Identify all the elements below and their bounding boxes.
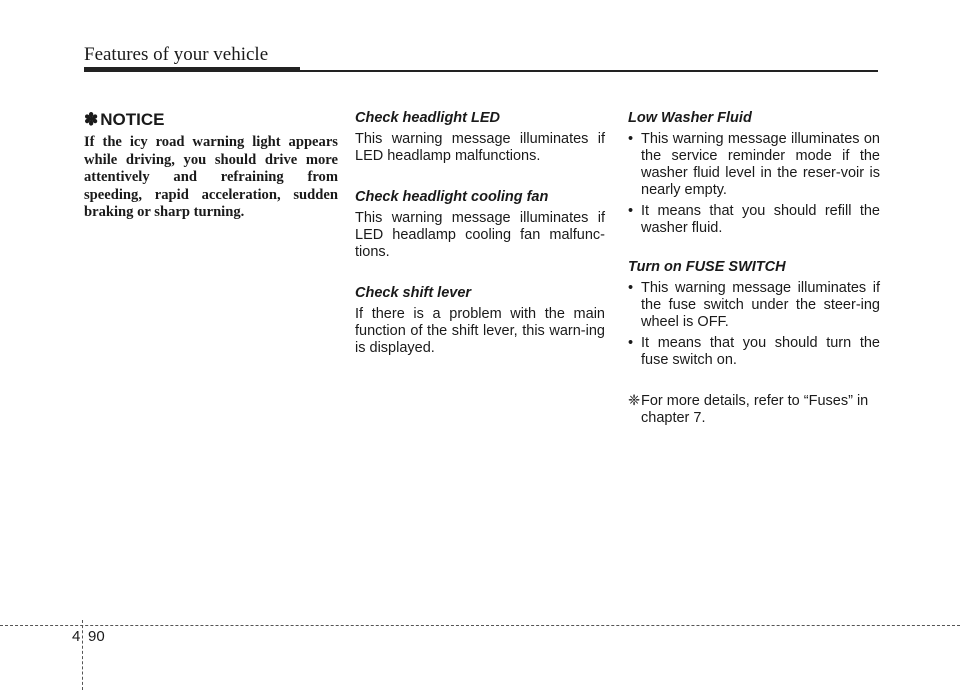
list-item: • It means that you should turn the fuse switch on. xyxy=(628,335,880,368)
right-column xyxy=(628,110,880,427)
bullet-icon: • xyxy=(628,335,634,351)
notice-heading xyxy=(84,110,338,130)
section-low-washer-fluid xyxy=(628,110,880,237)
section-check-headlight-cooling-fan xyxy=(355,189,605,261)
notice-body: If the icy road warning light appears while driving, you should drive more attentively and refraining from speeding, rapid acceleration, sudden braking or sharp turning. xyxy=(84,134,338,220)
asterisk-cross-icon: ✽ xyxy=(84,110,99,129)
section-turn-on-fuse-switch xyxy=(628,259,880,369)
section-title: Check headlight LED xyxy=(355,110,501,126)
chapter-number: 4 xyxy=(72,628,81,645)
list-item: • It means that you should refill the washer fluid. xyxy=(628,203,880,236)
footer-divider xyxy=(82,620,83,690)
bullet-icon: • xyxy=(628,280,634,296)
middle-column xyxy=(355,110,605,381)
reference-note-text: For more details, refer to “Fuses” in chapter 7. xyxy=(641,393,869,426)
section-title: Check shift lever xyxy=(355,285,472,301)
bullet-icon: • xyxy=(628,131,634,147)
section-body: If there is a problem with the main function of the shift lever, this warn-ing is displayed. xyxy=(355,306,605,356)
note-mark-icon: ❈ xyxy=(628,393,641,409)
list-item: • This warning message illuminates on the service reminder mode if the washer fluid level in the reser-voir is nearly empty. xyxy=(628,131,880,198)
section-body: This warning message illuminates if LED headlamp malfunctions. xyxy=(355,131,605,164)
section-title: Low Washer Fluid xyxy=(628,110,752,126)
page-header-title: Features of your vehicle xyxy=(84,44,269,65)
section-title: Check headlight cooling fan xyxy=(355,189,549,205)
notice-heading-label: NOTICE xyxy=(100,110,165,129)
notice-box xyxy=(84,110,338,222)
section-title: Turn on FUSE SWITCH xyxy=(628,259,786,275)
section-check-headlight-led xyxy=(355,110,605,165)
bullet-icon: • xyxy=(628,203,634,219)
header-rule xyxy=(84,67,300,72)
list-item: • This warning message illuminates if the fuse switch under the steer-ing wheel is OFF. xyxy=(628,280,880,330)
reference-note xyxy=(628,393,880,427)
header-rule-thin xyxy=(300,70,878,72)
footer-rule xyxy=(0,625,960,626)
section-body: This warning message illuminates if LED headlamp cooling fan malfunc-tions. xyxy=(355,210,605,260)
section-check-shift-lever xyxy=(355,285,605,357)
page-number: 90 xyxy=(88,628,105,645)
